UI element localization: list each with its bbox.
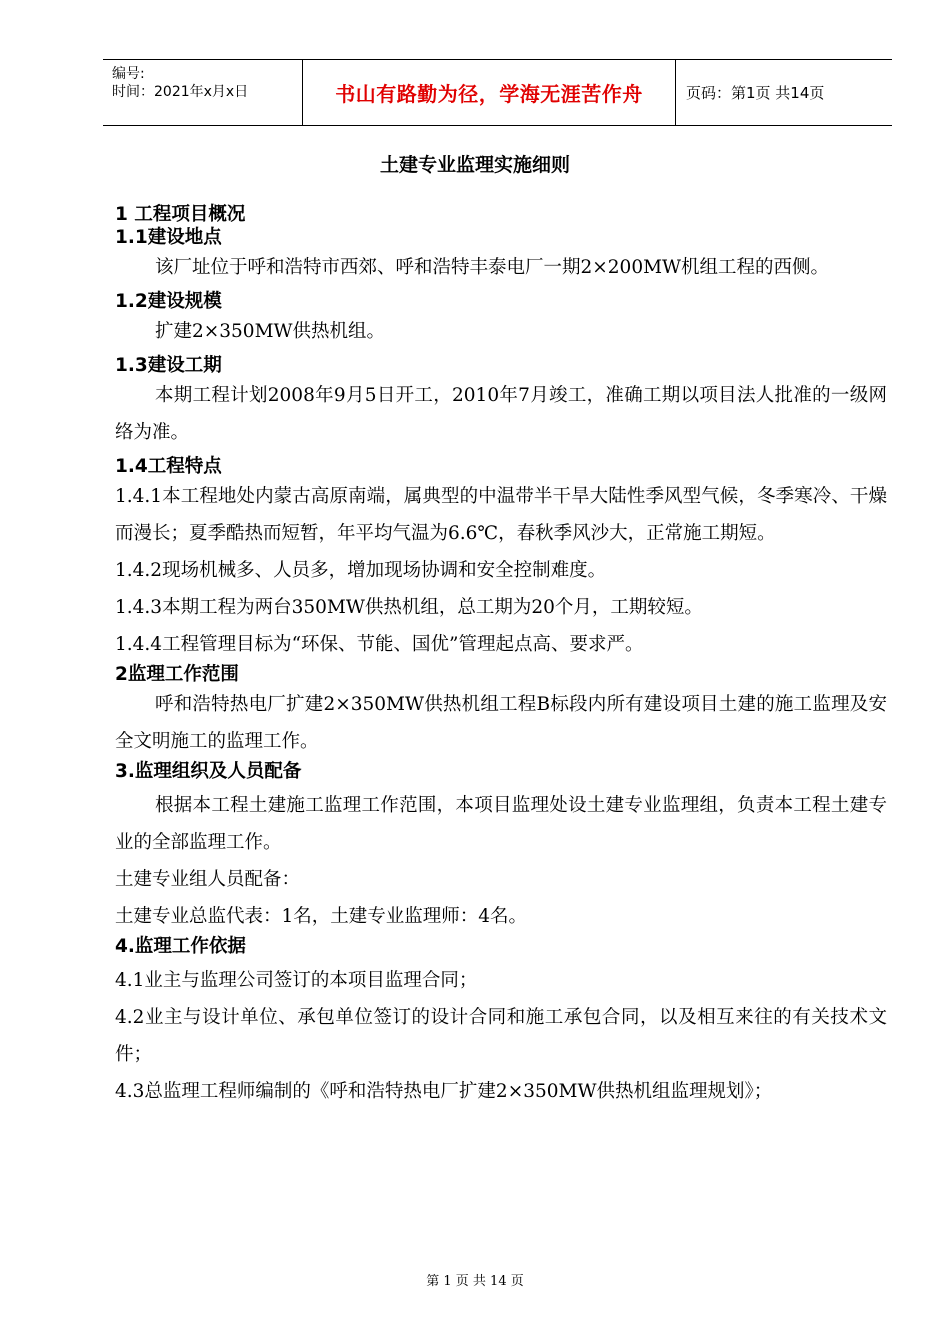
subsection-heading: 1.1建设地点 <box>115 227 222 248</box>
section-heading: 1 工程项目概况 <box>115 204 246 225</box>
list-item: 4.3总监理工程师编制的《呼和浩特热电厂扩建2×350MW供热机组监理规划》； <box>115 1081 773 1102</box>
list-item: 1.4.2现场机械多、人员多，增加现场协调和安全控制难度。 <box>115 560 607 581</box>
subsection-heading: 1.4工程特点 <box>115 456 222 477</box>
section-heading: 4.监理工作依据 <box>115 936 246 957</box>
page-footer: 第 1 页 共 14 页 <box>426 1274 524 1289</box>
paragraph: 根据本工程土建施工监理工作范围，本项目监理处设土建专业监理组，负责本工程土建专业的全部监理工作。 <box>115 795 887 853</box>
list-item: 4.2业主与设计单位、承包单位签订的设计合同和施工承包合同，以及相互来往的有关技术文件； <box>115 1007 887 1065</box>
document-number-label: 编号: <box>112 66 145 82</box>
paragraph: 本期工程计划2008年9月5日开工，2010年7月竣工，准确工期以项目法人批准的一级网络为准。 <box>115 385 887 443</box>
section-heading: 3.监理组织及人员配备 <box>115 761 302 782</box>
list-item: 1.4.3本期工程为两台350MW供热机组，总工期为20个月，工期较短。 <box>115 597 703 618</box>
document-header <box>103 59 892 126</box>
header-meta-cell <box>103 60 303 125</box>
section-heading: 2监理工作范围 <box>115 664 239 685</box>
staff-label: 土建专业组人员配备： <box>115 869 301 890</box>
document-time: 时间：2021年x月x日 <box>112 84 249 100</box>
page-code: 页码：第1页 共14页 <box>686 84 825 102</box>
list-item: 1.4.4工程管理目标为“环保、节能、国优”管理起点高、要求严。 <box>115 634 644 655</box>
paragraph: 扩建2×350MW供热机组。 <box>155 321 386 342</box>
staff-detail: 土建专业总监代表：1名，土建专业监理师：4名。 <box>115 906 528 927</box>
paragraph: 该厂址位于呼和浩特市西郊、呼和浩特丰泰电厂一期2×200MW机组工程的西侧。 <box>155 257 830 278</box>
header-page-cell <box>676 60 892 125</box>
document-title: 土建专业监理实施细则 <box>379 154 570 176</box>
subsection-heading: 1.2建设规模 <box>115 291 222 312</box>
motto-text: 书山有路勤为径，学海无涯苦作舟 <box>335 82 643 106</box>
document-body <box>115 203 887 1110</box>
paragraph: 呼和浩特热电厂扩建2×350MW供热机组工程B标段内所有建设项目土建的施工监理及安全文明施工的监理工作。 <box>115 694 887 752</box>
subsection-heading: 1.3建设工期 <box>115 355 222 376</box>
list-item: 1.4.1本工程地处内蒙古高原南端，属典型的中温带半干旱大陆性季风型气候，冬季寒冷、干燥而漫长；夏季酷热而短暂，年平均气温为6.6℃，春秋季风沙大，正常施工期短。 <box>115 486 887 544</box>
list-item: 4.1业主与监理公司签订的本项目监理合同； <box>115 970 478 991</box>
header-motto-cell <box>303 60 676 125</box>
